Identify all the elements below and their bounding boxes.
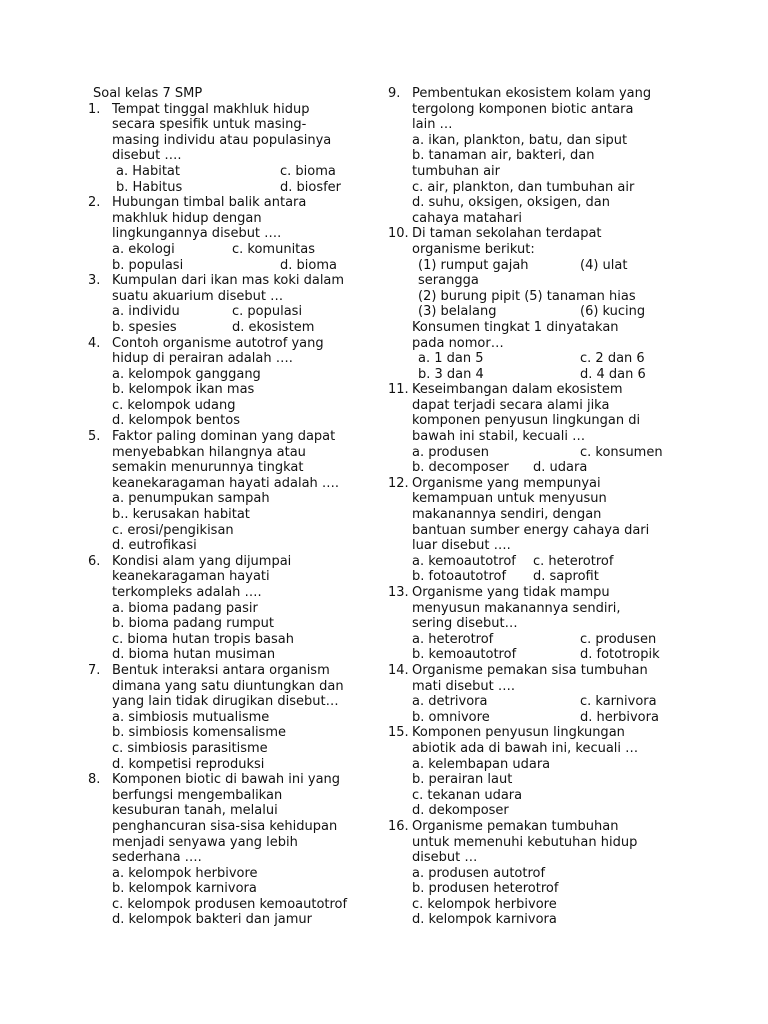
organism-item: (3) belalang [418,304,497,320]
option-c: c. 2 dan 6 [580,351,645,367]
option-d: d. biosfer [280,179,342,195]
option-c: c. produsen [580,631,657,647]
organism-row [412,304,678,320]
option-b: b. spesies [112,319,177,335]
question-text: lain … [412,117,453,133]
option-a: a. kelembapan udara [412,756,551,772]
option-d: d. dekomposer [412,803,509,819]
question-text: disebut …. [112,148,182,164]
question-text: lingkungannya disebut …. [112,226,282,242]
option-c: c. tekanan udara [412,787,523,803]
option-row [412,632,678,648]
question-number: 6. [88,553,101,569]
option-d: d. eutrofikasi [112,538,197,554]
question-text: secara spesifik untuk masing- [112,117,307,133]
document-title: Soal kelas 7 SMP [93,86,203,101]
question-11 [388,382,678,476]
option-row [112,180,378,196]
question-text: komponen penyusun lingkungan di [412,413,641,429]
option-d: d. fototropik [580,647,660,663]
option-row [112,304,378,320]
question-text: luar disebut …. [412,538,511,554]
option-b: b. simbiosis komensalisme [112,725,286,741]
question-text: Keseimbangan dalam ekosistem [412,382,623,398]
question-number: 10. [388,226,409,242]
question-number: 15. [388,725,409,741]
question-number: 16. [388,818,409,834]
question-number: 1. [88,101,101,117]
option-row [412,710,678,726]
option-d: d. udara [533,460,588,476]
option-c: c. karnivora [580,694,657,710]
organism-item: (2) burung pipit (5) tanaman hias [418,288,636,304]
question-text: Konsumen tingkat 1 dinyatakan [412,319,619,335]
option-d: d. bioma [280,257,337,273]
question-text: hidup di perairan adalah …. [112,351,293,367]
option-c: c. simbiosis parasitisme [112,740,268,756]
left-column [88,86,378,928]
option-c: c. bioma hutan tropis basah [112,631,294,647]
question-text: suatu akuarium disebut … [112,288,284,304]
question-7 [88,663,378,772]
question-6 [88,554,378,663]
question-text: dapat terjadi secara alami jika [412,397,610,413]
question-text: Organisme pemakan tumbuhan [412,818,619,834]
option-a: a. 1 dan 5 [418,351,484,367]
question-15 [388,725,678,819]
question-text: untuk memenuhi kebutuhan hidup [412,834,638,850]
question-text: menyebabkan hilangnya atau [112,444,306,460]
question-text: Komponen biotic di bawah ini yang [112,772,341,788]
question-4 [88,336,378,430]
option-d: d. 4 dan 6 [580,366,646,382]
question-1 [88,102,378,196]
organism-row [412,289,678,305]
question-text: Hubungan timbal balik antara [112,195,307,211]
option-a: a. detrivora [412,694,488,710]
question-text: bantuan sumber energy cahaya dari [412,522,650,538]
option-c: c. erosi/pengikisan [112,522,234,538]
option-b: b. kelompok karnivora [112,881,257,897]
option-b: b. bioma padang rumput [112,616,274,632]
option-b: b. 3 dan 4 [418,366,484,382]
question-text: dimana yang satu diuntungkan dan [112,678,344,694]
option-a: a. kemoautotrof [412,553,516,569]
option-b: b. omnivore [412,709,490,725]
option-b: b. kelompok ikan mas [112,382,255,398]
organism-item: (6) kucing [580,304,646,320]
question-text: mati disebut …. [412,678,515,694]
question-16 [388,819,678,928]
option-row [412,367,678,383]
question-text: Organisme pemakan sisa tumbuhan [412,662,648,678]
right-column [388,86,678,928]
question-text: sering disebut… [412,616,518,632]
option-d: d. kelompok bentos [112,413,240,429]
question-12 [388,476,678,585]
question-text: menjadi senyawa yang lebih [112,834,298,850]
option-a: a. kelompok herbivore [112,865,258,881]
option-b: b. decomposer [412,460,509,476]
option-row [412,569,678,585]
question-14 [388,663,678,725]
option-row [112,242,378,258]
question-number: 3. [88,273,101,289]
option-a: a. kelompok ganggang [112,366,261,382]
question-text: organisme berikut: [412,241,535,257]
organism-item: serangga [418,273,479,289]
question-text: Organisme yang mempunyai [412,475,601,491]
question-text: berfungsi mengembalikan [112,787,283,803]
question-text: menyusun makanannya sendiri, [412,600,621,616]
question-text: yang lain tidak dirugikan disebut… [112,694,339,710]
question-10 [388,226,678,382]
option-c: c. heterotrof [533,553,614,569]
question-text: Kumpulan dari ikan mas koki dalam [112,273,345,289]
question-text: makanannya sendiri, dengan [412,507,602,523]
option-row [412,694,678,710]
option-row [412,647,678,663]
question-text: Bentuk interaksi antara organism [112,662,330,678]
option-d: d. saprofit [533,569,599,585]
option-row [412,554,678,570]
question-number: 8. [88,772,101,788]
question-text: keanekaragaman hayati adalah …. [112,475,340,491]
question-text: semakin menurunnya tingkat [112,460,304,476]
option-row [412,351,678,367]
organism-row [412,258,678,274]
question-text: Faktor paling dominan yang dapat [112,429,336,445]
question-text: bawah ini stabil, kecuali … [412,429,586,445]
option-b: b. produsen heterotrof [412,881,559,897]
question-number: 13. [388,585,409,600]
option-row [412,445,678,461]
question-8 [88,772,378,928]
option-a: a. produsen [412,444,489,460]
question-number: 2. [88,195,101,211]
option-b: b.. kerusakan habitat [112,507,250,523]
option-c: c. air, plankton, dan tumbuhan air [412,179,635,195]
question-text: kesuburan tanah, melalui [112,803,278,819]
option-b: b. populasi [112,257,184,273]
question-text: sederhana …. [112,850,202,866]
option-a: a. individu [112,304,180,320]
option-a: a. Habitat [116,163,180,179]
question-text: Tempat tinggal makhluk hidup [112,101,310,117]
question-number: 5. [88,429,101,445]
question-text: tergolong komponen biotic antara [412,101,634,117]
question-text: Komponen penyusun lingkungan [412,725,625,741]
question-number: 4. [88,335,101,351]
question-5 [88,429,378,554]
option-row [112,258,378,274]
question-9 [388,86,678,226]
option-b: tumbuhan air [412,163,500,179]
question-text: Di taman sekolahan terdapat [412,226,602,242]
question-text: disebut … [412,850,478,866]
question-number: 14. [388,662,409,678]
organism-row [412,273,678,289]
option-c: c. bioma [280,163,336,179]
option-c: c. konsumen [580,444,663,460]
question-text: keanekaragaman hayati [112,569,270,585]
question-text: Contoh organisme autotrof yang [112,335,324,351]
question-number: 9. [388,86,401,101]
question-text: masing individu atau populasinya [112,132,332,148]
option-c: c. komunitas [232,241,316,257]
option-a: a. ikan, plankton, batu, dan siput [412,132,628,148]
option-a: a. produsen autotrof [412,865,546,881]
option-row [412,460,678,476]
option-c: c. kelompok produsen kemoautotrof [112,896,348,912]
question-text: makhluk hidup dengan [112,210,262,226]
question-number: 11. [388,382,409,398]
question-text: pada nomor… [412,335,504,351]
option-a: a. heterotrof [412,631,494,647]
option-c: c. kelompok udang [112,397,236,413]
option-b: b. fotoautotrof [412,569,507,585]
option-b: b. Habitus [116,179,183,195]
option-d: cahaya matahari [412,210,522,226]
question-13 [388,585,678,663]
question-text: Pembentukan ekosistem kolam yang [412,86,652,101]
question-text: penghancuran sisa-sisa kehidupan [112,818,338,834]
question-text: terkompleks adalah …. [112,585,262,600]
question-2 [88,195,378,273]
question-3 [88,273,378,335]
option-b: b. tanaman air, bakteri, dan [412,148,595,164]
option-a: a. ekologi [112,241,175,257]
option-d: d. ekosistem [232,319,315,335]
question-text: Kondisi alam yang dijumpai [112,553,292,569]
question-text: kemampuan untuk menyusun [412,491,607,507]
option-d: d. suhu, oksigen, oksigen, dan [412,195,610,211]
option-d: d. kompetisi reproduksi [112,756,265,772]
option-a: a. simbiosis mutualisme [112,709,270,725]
option-row [112,320,378,336]
option-d: d. kelompok bakteri dan jamur [112,912,313,928]
option-d: d. bioma hutan musiman [112,647,276,663]
option-c: c. populasi [232,304,303,320]
organism-item: (4) ulat [580,257,628,273]
option-a: a. penumpukan sampah [112,491,270,507]
option-d: d. herbivora [580,709,659,725]
option-b: b. perairan laut [412,772,513,788]
question-text: abiotik ada di bawah ini, kecuali … [412,740,639,756]
question-text: Organisme yang tidak mampu [412,585,610,600]
option-d: d. kelompok karnivora [412,912,557,928]
question-number: 12. [388,475,409,491]
option-a: a. bioma padang pasir [112,600,258,616]
option-row [112,164,378,180]
organism-item: (1) rumput gajah [418,257,529,273]
option-c: c. kelompok herbivore [412,896,557,912]
option-b: b. kemoautotrof [412,647,517,663]
question-number: 7. [88,662,101,678]
